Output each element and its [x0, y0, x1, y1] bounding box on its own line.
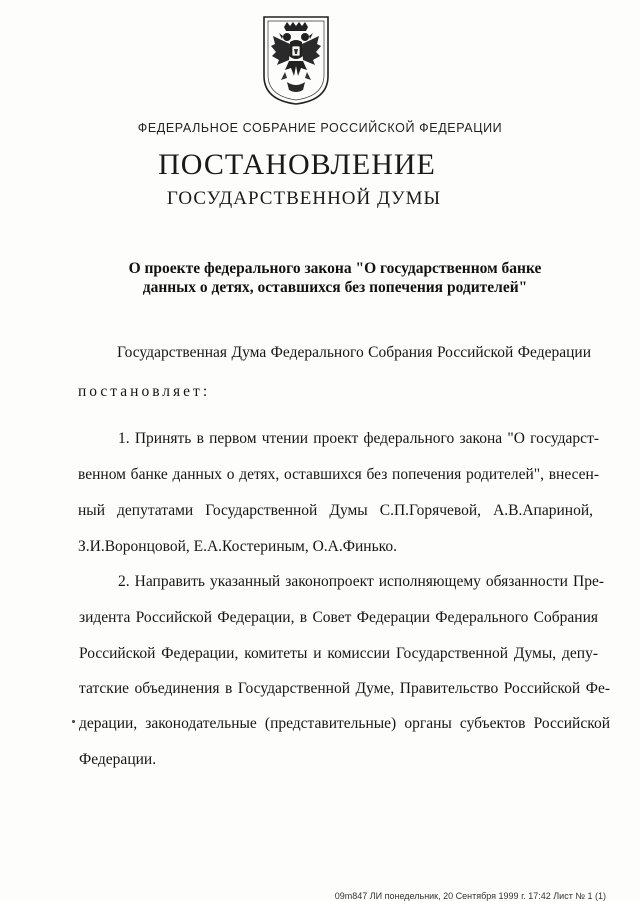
item1-line-3: ный депутатами Государственной Думы С.П.Горячевой, А.В.Апариной,	[78, 502, 593, 519]
subject-line-1: О проекте федерального закона "О государственном банке	[128, 260, 542, 277]
item2-line-5: дерации, законодательные (представительные) органы субъектов Российской	[79, 715, 610, 732]
coat-of-arms-emblem	[261, 14, 331, 106]
preamble: Государственная Дума Федерального Собрания Российской Федерации	[117, 344, 591, 361]
item1-line-1: 1. Принять в первом чтении проект федерального закона "О государст-	[118, 430, 599, 447]
footer-stamp: 09m847 ЛИ понедельник, 20 Сентября 1999 г. 17:42 Лист № 1 (1)	[334, 891, 606, 901]
parliament-name: ФЕДЕРАЛЬНОЕ СОБРАНИЕ РОССИЙСКОЙ ФЕДЕРАЦИИ	[137, 121, 503, 135]
item1-line-2: венном банке данных о детях, оставшихся без попечения родителей", внесен-	[78, 466, 599, 483]
item2-line-3: Российской Федерации, комитеты и комиссии Государственной Думы, депу-	[79, 645, 598, 662]
subject-line-2: данных о детях, оставшихся без попечения родителей"	[142, 279, 528, 296]
item2-line-2: зидента Российской Федерации, в Совет Федерации Федерального Собрания	[79, 609, 598, 626]
margin-mark	[72, 720, 75, 723]
resolves-label: постановляет:	[78, 383, 211, 400]
item1-line-4: З.И.Воронцовой, Е.А.Костериным, О.А.Финько.	[78, 538, 398, 555]
item2-line-4: татские объединения в Государственной Думе, Правительство Российской Фе-	[79, 680, 610, 697]
item2-line-1: 2. Направить указанный законопроект исполняющему обязанности Пре-	[118, 573, 604, 590]
document-issuer: ГОСУДАРСТВЕННОЙ ДУМЫ	[166, 188, 442, 209]
item2-line-6: Федерации.	[79, 751, 157, 768]
document-type: ПОСТАНОВЛЕНИЕ	[158, 148, 436, 181]
